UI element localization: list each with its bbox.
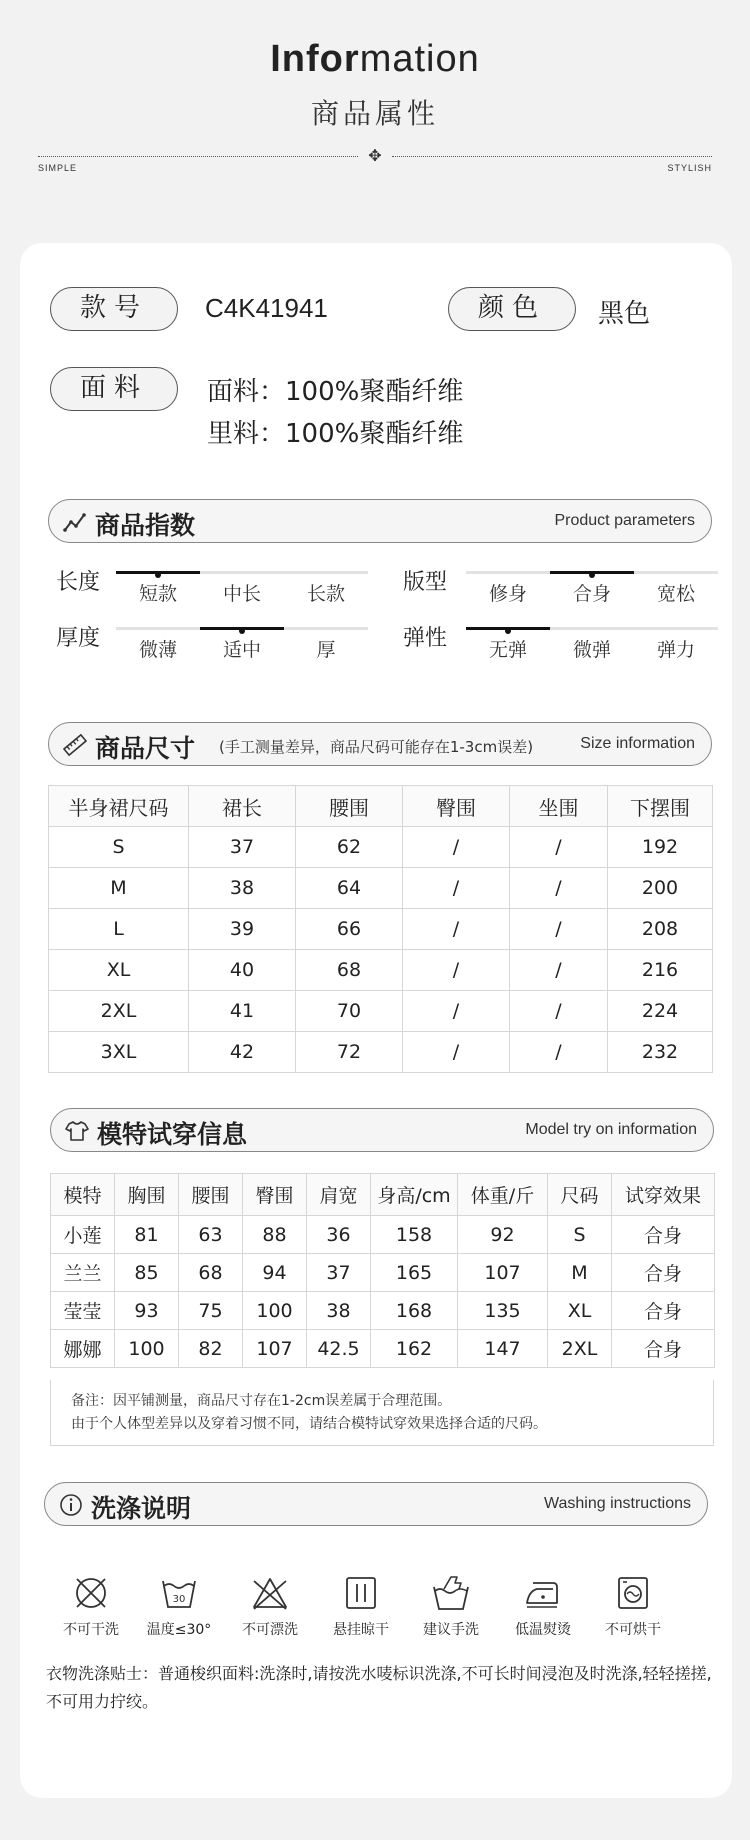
table-cell: 168 (371, 1292, 458, 1330)
table-cell: / (403, 950, 510, 991)
table-cell: 莹莹 (51, 1292, 115, 1330)
table-row (49, 991, 713, 1032)
table-cell: 81 (115, 1216, 179, 1254)
index-marker-dot (155, 572, 161, 578)
table-cell: / (403, 991, 510, 1032)
index-option: 微弹 (572, 639, 611, 661)
table-cell: 64 (296, 868, 403, 909)
index-option: 短款 (138, 583, 177, 605)
table-cell: 70 (296, 991, 403, 1032)
table-cell: 135 (458, 1292, 548, 1330)
index-label: 弹性 (403, 626, 448, 651)
index-option: 无弹 (488, 639, 527, 661)
table-header-row (51, 1174, 715, 1216)
fabric-line-1: 面料：100%聚酯纤维 (207, 377, 464, 407)
table-cell: 158 (371, 1216, 458, 1254)
table-header-cell: 下摆围 (608, 786, 713, 827)
table-cell: 93 (115, 1292, 179, 1330)
table-cell: / (510, 1032, 608, 1073)
wash-label: 不可漂洗 (242, 1622, 298, 1638)
table-header-cell: 腰围 (296, 786, 403, 827)
table-row (49, 1032, 713, 1073)
table-cell: 娜娜 (51, 1330, 115, 1368)
index-section-title-en: Product parameters (554, 512, 695, 529)
table-cell: M (49, 868, 189, 909)
table-cell: 82 (179, 1330, 243, 1368)
page-header (0, 0, 750, 230)
ruler-icon (63, 733, 87, 757)
table-cell: 38 (307, 1292, 371, 1330)
index-option: 弹力 (656, 639, 695, 661)
wash-temp-badge: 30 (172, 1594, 186, 1605)
table-cell: 88 (243, 1216, 307, 1254)
table-cell: / (403, 909, 510, 950)
index-option: 中长 (222, 583, 261, 605)
index-option: 适中 (222, 639, 261, 661)
size-section-header (48, 722, 712, 766)
size-section-title-en: Size information (580, 735, 695, 752)
table-cell: 63 (179, 1216, 243, 1254)
table-cell: 合身 (612, 1330, 715, 1368)
model-section-title-en: Model try on information (525, 1121, 697, 1138)
table-header-cell: 体重/斤 (458, 1174, 548, 1216)
table-cell: 100 (243, 1292, 307, 1330)
size-table (48, 785, 713, 1073)
table-cell: / (510, 868, 608, 909)
wash-item-no-bleach (225, 1573, 315, 1639)
wash-label: 低温熨烫 (515, 1622, 571, 1638)
hang-dry-icon (341, 1573, 381, 1613)
table-cell: 85 (115, 1254, 179, 1292)
table-cell: / (510, 991, 608, 1032)
wash-item-30-degrees (134, 1573, 224, 1639)
table-cell: 38 (189, 868, 296, 909)
table-cell: 107 (458, 1254, 548, 1292)
table-header-cell: 模特 (51, 1174, 115, 1216)
table-cell: 合身 (612, 1292, 715, 1330)
table-header-cell: 身高/cm (371, 1174, 458, 1216)
table-cell: 224 (608, 991, 713, 1032)
table-cell: 41 (189, 991, 296, 1032)
index-option: 长款 (306, 583, 345, 605)
fabric-label: 面料 (50, 367, 178, 411)
index-section-header (48, 499, 712, 543)
header-divider-left (38, 156, 358, 157)
table-cell: 3XL (49, 1032, 189, 1073)
wash-section-title-en: Washing instructions (543, 1495, 691, 1512)
model-table (50, 1173, 715, 1368)
table-cell: 36 (307, 1216, 371, 1254)
table-cell: 合身 (612, 1254, 715, 1292)
table-header-cell: 尺码 (548, 1174, 612, 1216)
table-cell: 2XL (49, 991, 189, 1032)
table-cell: 40 (189, 950, 296, 991)
index-section-title: 商品指数 (95, 511, 196, 540)
table-cell: 165 (371, 1254, 458, 1292)
sparkle-icon: ✥ (368, 146, 382, 165)
size-section-title: 商品尺寸 (95, 734, 196, 763)
table-cell: 42 (189, 1032, 296, 1073)
style-no-label: 款号 (50, 287, 178, 331)
table-row (51, 1330, 715, 1368)
table-header-cell: 腰围 (179, 1174, 243, 1216)
index-option: 合身 (572, 583, 611, 605)
table-cell: / (510, 950, 608, 991)
wash-item-no-dry-clean (46, 1573, 136, 1639)
table-cell: 147 (458, 1330, 548, 1368)
header-left-caption: SIMPLE (38, 163, 78, 173)
table-cell: 94 (243, 1254, 307, 1292)
table-cell: / (403, 827, 510, 868)
color-label: 颜色 (448, 287, 576, 331)
table-row (49, 868, 713, 909)
table-header-cell: 试穿效果 (612, 1174, 715, 1216)
table-header-cell: 胸围 (115, 1174, 179, 1216)
color-value: 黑色 (598, 299, 651, 329)
model-notes (50, 1380, 714, 1446)
index-option: 厚 (316, 639, 336, 661)
tshirt-icon (65, 1119, 89, 1143)
washing-tip: 衣物洗涤贴士：普通梭织面料:洗涤时,请按洗水唛标识洗涤,不可长时间浸泡及时洗涤,轻轻搓搓,不可用力拧绞。 (46, 1664, 712, 1711)
index-label: 长度 (56, 570, 101, 595)
wash-item-hang-dry (316, 1573, 406, 1639)
no-tumble-dry-icon (613, 1573, 653, 1613)
wash-item-hand-wash (406, 1573, 496, 1639)
trend-icon (63, 510, 87, 534)
table-cell: 68 (296, 950, 403, 991)
table-row (51, 1216, 715, 1254)
table-cell: 200 (608, 868, 713, 909)
header-title: Information (270, 38, 480, 80)
no-dry-clean-icon (71, 1573, 111, 1613)
wash-section-header (44, 1482, 708, 1526)
model-note-1: 备注：因平铺测量，商品尺寸存在1-2cm误差属于合理范围。 (71, 1393, 452, 1409)
info-icon (59, 1493, 83, 1517)
table-header-cell: 裙长 (189, 786, 296, 827)
table-row (49, 950, 713, 991)
table-header-cell: 臀围 (243, 1174, 307, 1216)
table-row (49, 909, 713, 950)
table-cell: 37 (189, 827, 296, 868)
info-card (20, 243, 732, 1798)
table-cell: L (49, 909, 189, 950)
wash-item-low-iron (498, 1573, 588, 1639)
index-marker-dot (505, 628, 511, 634)
wash-label: 悬挂晾干 (333, 1622, 389, 1638)
table-cell: 75 (179, 1292, 243, 1330)
wash-section-title: 洗涤说明 (91, 1494, 192, 1523)
table-cell: 2XL (548, 1330, 612, 1368)
header-subtitle: 商品属性 (310, 97, 439, 130)
table-cell: 62 (296, 827, 403, 868)
table-header-cell: 半身裙尺码 (49, 786, 189, 827)
table-cell: 小莲 (51, 1216, 115, 1254)
table-cell: 107 (243, 1330, 307, 1368)
index-option: 宽松 (656, 583, 695, 605)
low-iron-icon (523, 1573, 563, 1613)
header-right-caption: STYLISH (667, 163, 712, 173)
wash-label: 建议手洗 (423, 1622, 479, 1638)
table-header-cell: 坐围 (510, 786, 608, 827)
table-cell: 208 (608, 909, 713, 950)
index-label: 厚度 (56, 626, 101, 651)
index-option: 微薄 (138, 639, 177, 661)
header-divider-right (392, 156, 712, 157)
table-header-cell: 臀围 (403, 786, 510, 827)
model-note-2: 由于个人体型差异以及穿着习惯不同，请结合模特试穿效果选择合适的尺码。 (71, 1416, 547, 1432)
table-cell: / (510, 909, 608, 950)
table-cell: 162 (371, 1330, 458, 1368)
table-cell: 72 (296, 1032, 403, 1073)
table-cell: / (403, 1032, 510, 1073)
hand-wash-icon (431, 1573, 471, 1613)
table-cell: 兰兰 (51, 1254, 115, 1292)
wash-label: 不可干洗 (63, 1622, 119, 1638)
table-header-cell: 肩宽 (307, 1174, 371, 1216)
wash-label: 温度≤30° (146, 1622, 212, 1638)
table-row (51, 1254, 715, 1292)
table-cell: 92 (458, 1216, 548, 1254)
wash-label: 不可烘干 (605, 1622, 661, 1638)
table-cell: S (548, 1216, 612, 1254)
index-option: 修身 (488, 583, 527, 605)
model-section-header (50, 1108, 714, 1152)
table-cell: 232 (608, 1032, 713, 1073)
table-cell: M (548, 1254, 612, 1292)
style-no-value: C4K41941 (205, 293, 328, 323)
table-header-row (49, 786, 713, 827)
table-cell: 192 (608, 827, 713, 868)
table-cell: 68 (179, 1254, 243, 1292)
table-cell: 42.5 (307, 1330, 371, 1368)
table-row (51, 1292, 715, 1330)
table-row (49, 827, 713, 868)
index-marker-dot (239, 628, 245, 634)
table-cell: 合身 (612, 1216, 715, 1254)
no-bleach-icon (250, 1573, 290, 1613)
table-cell: / (403, 868, 510, 909)
wash-item-no-tumble-dry (588, 1573, 678, 1639)
table-cell: S (49, 827, 189, 868)
fabric-line-2: 里料：100%聚酯纤维 (207, 419, 464, 449)
table-cell: 39 (189, 909, 296, 950)
table-cell: XL (49, 950, 189, 991)
model-section-title: 模特试穿信息 (97, 1120, 248, 1149)
index-marker-dot (589, 572, 595, 578)
table-cell: XL (548, 1292, 612, 1330)
index-label: 版型 (403, 570, 448, 595)
table-cell: / (510, 827, 608, 868)
table-cell: 37 (307, 1254, 371, 1292)
table-cell: 100 (115, 1330, 179, 1368)
size-section-note: (手工测量差异，商品尺码可能存在1-3cm误差) (219, 738, 534, 756)
table-cell: 66 (296, 909, 403, 950)
wash-30-icon (159, 1573, 199, 1613)
table-cell: 216 (608, 950, 713, 991)
